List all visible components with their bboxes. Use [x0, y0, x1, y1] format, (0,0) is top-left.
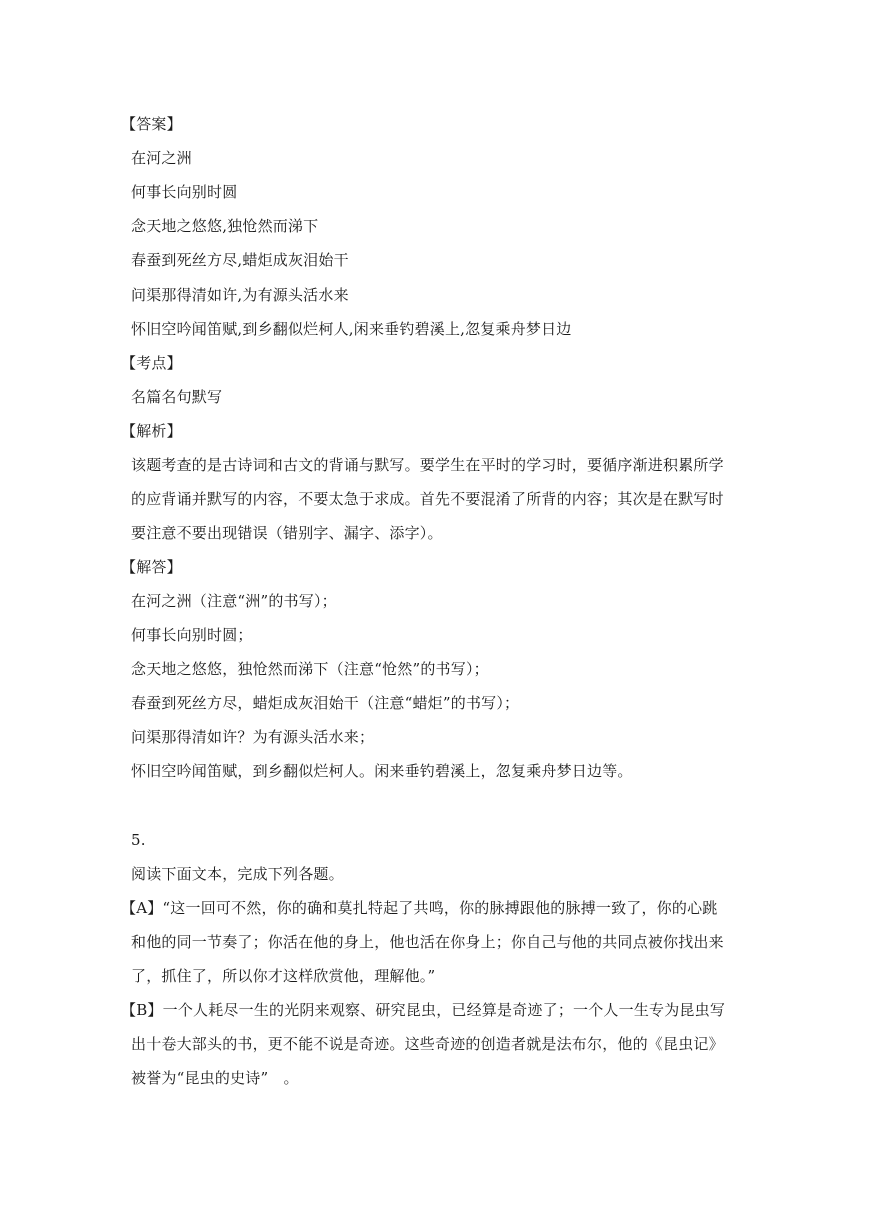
answer-line: 春蚕到死丝方尽,蜡炬成灰泪始干 [131, 251, 349, 269]
question-number: 5. [131, 831, 146, 849]
answer-heading: 【答案】 [121, 115, 182, 133]
kaodian-text: 名篇名句默写 [131, 388, 223, 406]
jieda-line: 春蚕到死丝方尽，蜡炬成灰泪始干（注意“蜡炬”的书写）； [131, 694, 520, 712]
jiexi-line: 该题考查的是古诗词和古文的背诵与默写。要学生在平时的学习时，要循序渐进积累所学 [131, 456, 724, 474]
passage-a-line: 了，抓住了，所以你才这样欣赏他，理解他。” [131, 967, 436, 985]
question-instruction: 阅读下面文本，完成下列各题。 [131, 865, 344, 883]
jiexi-line: 要注意不要出现错误（错别字、漏字、添字）。 [131, 524, 443, 542]
answer-line: 在河之洲 [131, 149, 192, 167]
jieda-line: 在河之洲（注意“洲”的书写）； [131, 592, 337, 610]
passage-b-line: 被誉为“昆虫的史诗” 。 [131, 1069, 299, 1087]
jieda-line: 念天地之悠悠，独怆然而涕下（注意“怆然”的书写）； [131, 660, 489, 678]
kaodian-heading: 【考点】 [121, 354, 182, 372]
answer-line: 何事长向别时圆 [131, 183, 238, 201]
jieda-heading: 【解答】 [121, 558, 182, 576]
passage-a-line: 和他的同一节奏了；你活在他的身上，他也活在你身上；你自己与他的共同点被你找出来 [131, 933, 724, 951]
passage-a-line: 【A】“这一回可不然，你的确和莫扎特起了共鸣，你的脉搏跟他的脉搏一致了，你的心跳 [121, 899, 718, 917]
jiexi-heading: 【解析】 [121, 422, 182, 440]
jieda-line: 何事长向别时圆； [131, 626, 253, 644]
jiexi-line: 的应背诵并默写的内容，不要太急于求成。首先不要混淆了所背的内容；其次是在默写时 [131, 490, 724, 508]
jieda-line: 问渠那得清如许？为有源头活水来； [131, 728, 375, 746]
passage-b-line: 出十卷大部头的书，更不能不说是奇迹。这些奇迹的创造者就是法布尔，他的《昆虫记》 [131, 1035, 724, 1053]
jieda-line: 怀旧空吟闻笛赋，到乡翻似烂柯人。闲来垂钓碧溪上，忽复乘舟梦日边等。 [131, 762, 633, 780]
answer-line: 念天地之悠悠,独怆然而涕下 [131, 217, 319, 235]
passage-b-line: 【B】一个人耗尽一生的光阴来观察、研究昆虫，已经算是奇迹了；一个人一生专为昆虫写 [121, 1001, 726, 1019]
answer-line: 问渠那得清如许,为有源头活水来 [131, 286, 349, 304]
answer-line: 怀旧空吟闻笛赋,到乡翻似烂柯人,闲来垂钓碧溪上,忽复乘舟梦日边 [131, 320, 572, 338]
